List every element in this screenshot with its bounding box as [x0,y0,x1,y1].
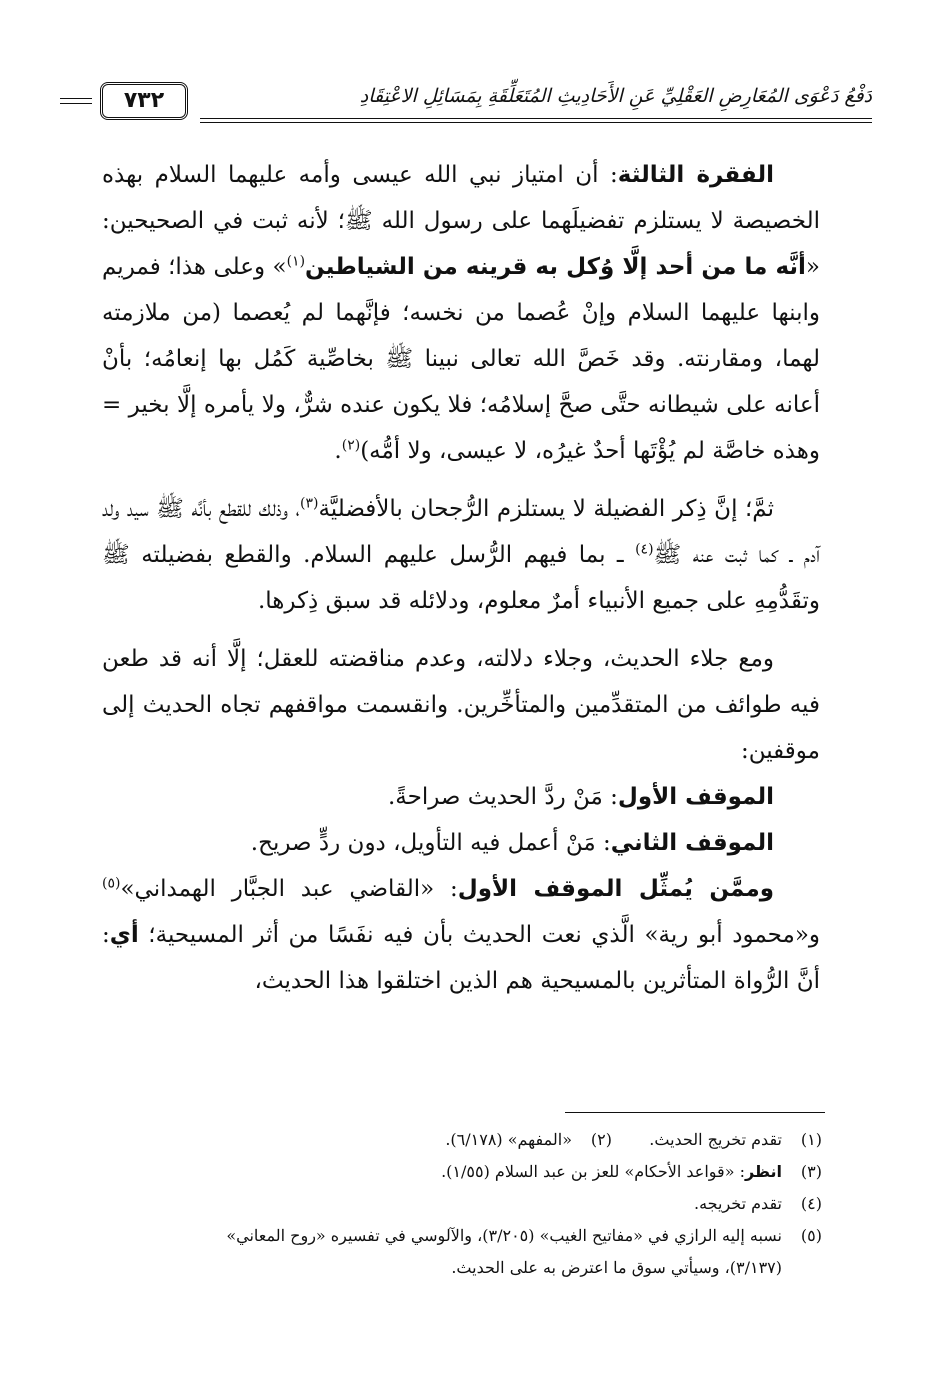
position-second [102,820,820,866]
paragraph-positions-intro: ومع جلاء الحديث، وجلاء دلالته، وعدم مناقضته للعقل؛ إلَّا أنه قد طعن فيه طوائف من المتقدِّمين والمتأخِّرين. وانقسمت مواقفهم تجاه الحديث إلى موقفين: [102,646,820,764]
paragraph-text: : أنَّ الرُّواة المتأثرين بالمسيحية هم الذين اختلقوا هذا الحديث، [102,922,820,994]
footnote-separator [565,1112,825,1113]
footnote-ref-3[interactable]: (٣) [299,495,319,512]
paragraph-text: . [334,438,342,464]
footnote-text-body: : «قواعد الأحكام» للعز بن عبد السلام (١/٥٥). [441,1162,745,1181]
hadith-quote: أنَّه ما من أحد إلَّا وُكل به قرينه من الشياطين [305,254,806,280]
header-rule [200,118,872,119]
footnotes [100,1124,822,1284]
page-number: ٧٣٢ [123,88,165,113]
header-rule-double [200,122,872,123]
footnote-text: «المفهم» (٦/١٧٨). [445,1130,572,1149]
paragraph-text: : مَنْ أعمل فيه التأويل، دون ردٍّ صريح. [250,830,611,856]
footnote-1 [612,1124,822,1156]
footnote-4 [100,1188,822,1220]
footnote-text [100,1156,782,1188]
footnote-row [100,1124,822,1156]
paragraph-text: : مَنْ ردَّ الحديث صراحةً. [387,784,618,810]
see-label: انظر [744,1162,782,1181]
position-label: الموقف الثاني [610,830,774,856]
section-label: الفقرة الثالثة [617,162,774,188]
paragraph-first-position-examples [102,866,820,1004]
footnote-text: (٣/١٣٧)، وسيأتي سوق ما اعترض به على الحديث. [451,1258,782,1277]
paragraph-text: ، وذلك للقطع بأنَّه ﷺ سيد ولد آدم ـ كما ثبت عنه ﷺ [102,496,820,568]
footnote-2 [100,1124,612,1156]
ay-label: أي [109,922,139,948]
header-rule-left-double [60,103,92,104]
footnote-5 [100,1220,822,1252]
paragraph-text: ثمَّ؛ إنَّ ذِكر الفضيلة لا يستلزم الرُّجحان بالأفضليَّة [318,496,774,522]
main-text [102,152,820,1004]
page-number-frame [100,82,188,120]
paragraph-virtue [102,486,820,624]
footnote-5-continued [100,1252,822,1284]
footnote-text: تقدم تخريجه. [694,1194,782,1213]
footnote-number: (٥) [800,1226,822,1245]
paragraph-text: و«محمود أبو رية» الَّذي نعت الحديث بأن فيه نفَسًا من أثر المسيحية؛ [138,922,820,948]
position-label: الموقف الأول [617,784,774,810]
footnote-ref-5[interactable]: (٥) [102,875,121,892]
paragraph-third-point [102,152,820,474]
paragraph-text: ـ بما فيهم الرُّسل عليهم السلام. والقطع بفضيلته ﷺ وتقَدُّمِهِ على جميع الأنبياء أمرٌ معلوم، ودلائله قد سبق ذِكرها. [102,542,820,614]
footnote-ref-1[interactable]: (١) [286,253,306,270]
paragraph-text: : أن امتياز نبي الله عيسى وأمه عليهما السلام بهذه الخصيصة لا يستلزم تفضيلَهما على رسول الله ﷺ؛ لأنه ثبت في الصحيحين: « [102,162,820,280]
section-label: وممَّن يُمثِّل الموقف الأول [457,876,774,902]
footnote-number: (١) [800,1130,822,1149]
header-rule-left [60,98,92,99]
footnote-number: (٢) [590,1130,612,1149]
footnote-text: تقدم تخريج الحديث. [649,1130,782,1149]
footnote-ref-4[interactable]: (٤) [635,541,654,558]
footnote-text: نسبه إليه الرازي في «مفاتيح الغيب» (٣/٢٠٥)، والآلوسي في تفسيره «روح المعاني» [226,1226,782,1245]
page-header [60,78,872,130]
paragraph-text: » وعلى هذا؛ فمريم وابنها عليهما السلام وإنْ عُصما من نخسه؛ فإنَّهما لم يُعصما (من ملازمته لهما، ومقارنته. وقد خَصَّ الله تعالى نبينا ﷺ بخاصِّية كَمُل بها إنعامُه؛ بأنْ أعانه على شيطانه حتَّى صحَّ إسلامُه؛ فلا يكون عنده شرٌّ، ولا يأمره إلَّا بخير = وهذه خاصَّة لم يُؤْتَها أحدٌ غيرُه، لا عيسى، ولا أمُّه) [102,254,820,464]
paragraph-text: : «القاضي عبد الجبَّار الهمداني» [120,876,458,902]
footnote-ref-2[interactable]: (٢) [341,437,361,454]
footnote-3 [100,1156,822,1188]
footnote-number: (٣) [800,1162,822,1181]
position-first [102,774,820,820]
running-title: دَفْعُ دَعْوَى المُعَارِضِ العَقْلِيِّ عَنِ الأَحَادِيثِ المُتَعَلِّقَةِ بِمَسَائِلِ الاعْتِقَادِ [359,85,872,107]
footnote-number: (٤) [800,1194,822,1213]
